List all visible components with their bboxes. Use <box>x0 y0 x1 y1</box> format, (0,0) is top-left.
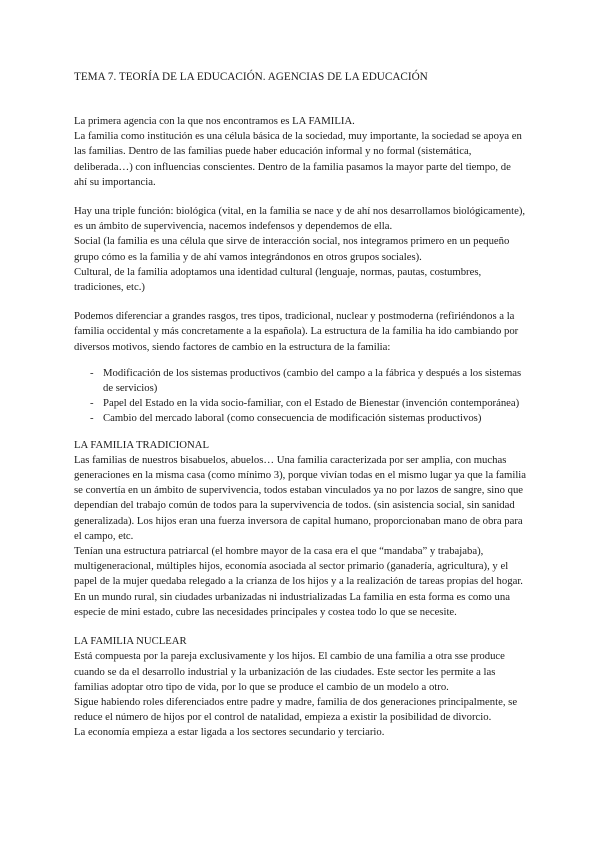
functions-section <box>74 204 526 295</box>
list-item-text: Modificación de los sistemas productivos (cambio del campo a la fábrica y después a los sistemas de servicios) <box>103 366 522 395</box>
body-paragraph: Tenían una estructura patriarcal (el hombre mayor de la casa era el que “mandaba” y trabajaba), multigeneracional, múltiples hijos, economía asociada al sector primario (ganadería, agricultura), y el papel de la mujer quedaba relegado a la crianza de los hijos y a la realización de tareas propias del hogar. <box>74 545 523 588</box>
nuclear-family-section <box>74 634 526 740</box>
change-factors-list <box>74 366 526 427</box>
function-paragraph: Hay una triple función: biológica (vital, en la familia se nace y de ahí nos desarrollamos biológicamente), es un ámbito de supervivencia, nacemos indefensos y dependemos de ella. <box>74 205 526 233</box>
traditional-family-section <box>74 438 526 620</box>
list-item-text: Cambio del mercado laboral (como consecuencia de modificación sistemas productivos) <box>103 412 482 425</box>
document-title: TEMA 7. TEORÍA DE LA EDUCACIÓN. AGENCIAS DE LA EDUCACIÓN <box>74 71 428 83</box>
function-paragraph: Cultural, de la familia adoptamos una identidad cultural (lenguaje, normas, pautas, costumbres, tradiciones, etc.) <box>74 265 482 294</box>
section-heading: LA FAMILIA NUCLEAR <box>74 635 187 648</box>
list-item-text: Papel del Estado en la vida socio-familiar, con el Estado de Bienestar (invención contemporánea) <box>103 397 520 410</box>
types-intro-paragraph: Podemos diferenciar a grandes rasgos, tres tipos, tradicional, nuclear y postmoderna (refiriéndonos a la familia occidental y más concretamente a la española). La estructura de la familia ha ido cambiando por diversos motivos, siendo factores de cambio en la estructura de la familia: <box>74 310 519 353</box>
document-page <box>74 70 526 741</box>
bullet-dash: - <box>90 397 94 410</box>
bullet-dash: - <box>90 366 94 379</box>
body-paragraph: En un mundo rural, sin ciudades urbanizadas ni industrializadas La familia en esta forma es como una especie de mini estado, cubre las necesidades principales y costea todo lo que se necesite. <box>74 590 510 618</box>
section-heading: LA FAMILIA TRADICIONAL <box>74 438 209 451</box>
list-item <box>74 366 526 396</box>
list-item <box>74 396 526 411</box>
intro-section <box>74 114 526 190</box>
body-paragraph: La economía empieza a estar ligada a los sectores secundario y terciario. <box>74 726 385 739</box>
intro-paragraph: La primera agencia con la que nos encontramos es LA FAMILIA. <box>74 115 355 127</box>
list-item <box>74 411 526 426</box>
function-paragraph: Social (la familia es una célula que sirve de interacción social, nos integramos primero en un pequeño grupo cómo es la familia y de ahí vamos integrándonos en otros grupos sociales). <box>74 235 510 263</box>
body-paragraph: Las familias de nuestros bisabuelos, abuelos… Una familia caracterizada por ser amplia, con muchas generaciones en la misma casa (como mínimo 3), porque vivían todas en el mismo lugar ya que la familia se convertía en un ámbito de supervivencia, todos estaban vinculados ya no por lazos de sangre, sino que dependían del trabajo común de todos para la supervivencia de todos. (sin asistencia social, sin sanidad generalizada). Los hijos eran una fuerza inversora de capital humano, proporcionaban mano de obra para el campo, etc. <box>74 453 527 542</box>
body-paragraph: Está compuesta por la pareja exclusivamente y los hijos. El cambio de una familia a otra sse produce cuando se da el desarrollo industrial y la urbanización de las ciudades. Este sector les permite a las familias adoptar otro tipo de vida, por lo que se produce el cambio de un modelo a otro. <box>74 650 505 693</box>
body-paragraph: Sigue habiendo roles diferenciados entre padre y madre, familia de dos generaciones principalmente, se reduce el número de hijos por el control de natalidad, empieza a existir la posibilidad de divorcio. <box>74 695 518 724</box>
intro-paragraph: La familia como institución es una célula básica de la sociedad, muy importante, la sociedad se apoya en las familias. Dentro de las familias puede haber educación informal y no formal (sistemática, deliberada…) con influencias conscientes. Dentro de la familia pasamos la mayor parte del tiempo, de ahí su importancia. <box>74 130 522 188</box>
bullet-dash: - <box>90 412 94 425</box>
types-section <box>74 309 526 426</box>
